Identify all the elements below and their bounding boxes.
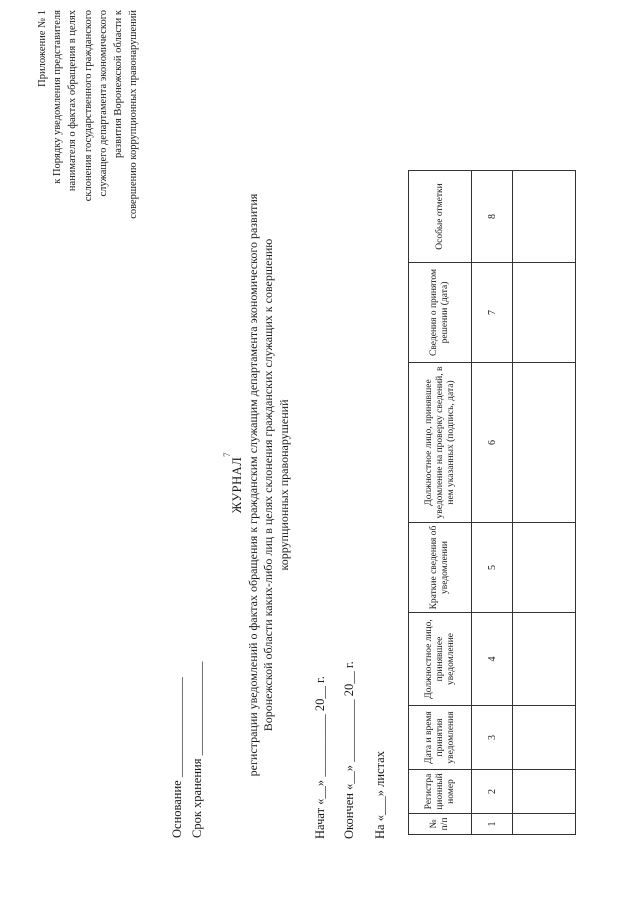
ended-date-line: Окончен «__» __________ 20__ г.	[342, 661, 356, 839]
sheets-count-line: На «___» листах	[373, 751, 387, 839]
column-number-cell: 7	[472, 263, 513, 363]
header-cell: Должностное лицо, принявшее уведомление на проверку сведений, в нем указанных (подпись, дата)	[409, 363, 472, 523]
appendix-note	[35, 10, 141, 350]
table-cell	[513, 263, 576, 363]
appendix-line: служащего департамента экономического	[97, 10, 109, 197]
journal-title-line: коррупционных правонарушений	[276, 399, 291, 571]
column-number-cell: 5	[472, 523, 513, 613]
table-cell	[513, 770, 576, 814]
header-cell: Особые отметки	[409, 171, 472, 263]
header-cell: Дата и время принятия уведомления	[409, 706, 472, 770]
table-cell	[513, 363, 576, 523]
header-cell: Сведения о принятом решении (дата)	[409, 263, 472, 363]
table-cell	[513, 613, 576, 706]
table-cell	[513, 814, 576, 835]
basis-label: Основание ________________	[170, 677, 184, 838]
table-header-row	[409, 171, 472, 835]
appendix-line: совершению коррупционных правонарушений	[128, 10, 140, 219]
appendix-line: нанимателя о фактах обращения в целях	[67, 10, 79, 192]
appendix-line: склонения государственного гражданского	[82, 10, 94, 202]
column-number-cell: 4	[472, 613, 513, 706]
journal-title-line: регистрации уведомлений о фактах обращения к гражданским служащим департамента экономического развития	[245, 193, 260, 777]
appendix-line: к Порядку уведомления представителя	[52, 10, 64, 184]
journal-heading: ЖУРНАЛ	[230, 456, 244, 514]
header-cell: Регистра ционный номер	[409, 770, 472, 814]
table-cell	[513, 706, 576, 770]
table-number-row	[472, 171, 513, 835]
header-cell: Должностное лицо, принявшее уведомление	[409, 613, 472, 706]
table-row	[513, 171, 576, 835]
header-cell: Краткие сведения об уведомлении	[409, 523, 472, 613]
started-date-line: Начат «__» __________ 20__ г.	[313, 676, 327, 839]
column-number-cell: 8	[472, 171, 513, 263]
table-cell	[513, 171, 576, 263]
journal-title-line: Воронежской области каких-либо лиц в целях склонения гражданских служащих к совершению	[261, 238, 275, 732]
column-number-cell: 3	[472, 706, 513, 770]
table-cell	[513, 523, 576, 613]
journal-table	[408, 170, 576, 835]
appendix-line: Приложение № 1	[37, 10, 48, 87]
journal-title	[230, 125, 292, 845]
appendix-line: развития Воронежской области к	[113, 10, 125, 158]
column-number-cell: 6	[472, 363, 513, 523]
storage-period-label: Срок хранения _______________	[190, 661, 204, 838]
page-number: 7	[222, 452, 232, 457]
column-number-cell: 1	[472, 814, 513, 835]
column-number-cell: 2	[472, 770, 513, 814]
header-cell: № п/п	[409, 814, 472, 835]
